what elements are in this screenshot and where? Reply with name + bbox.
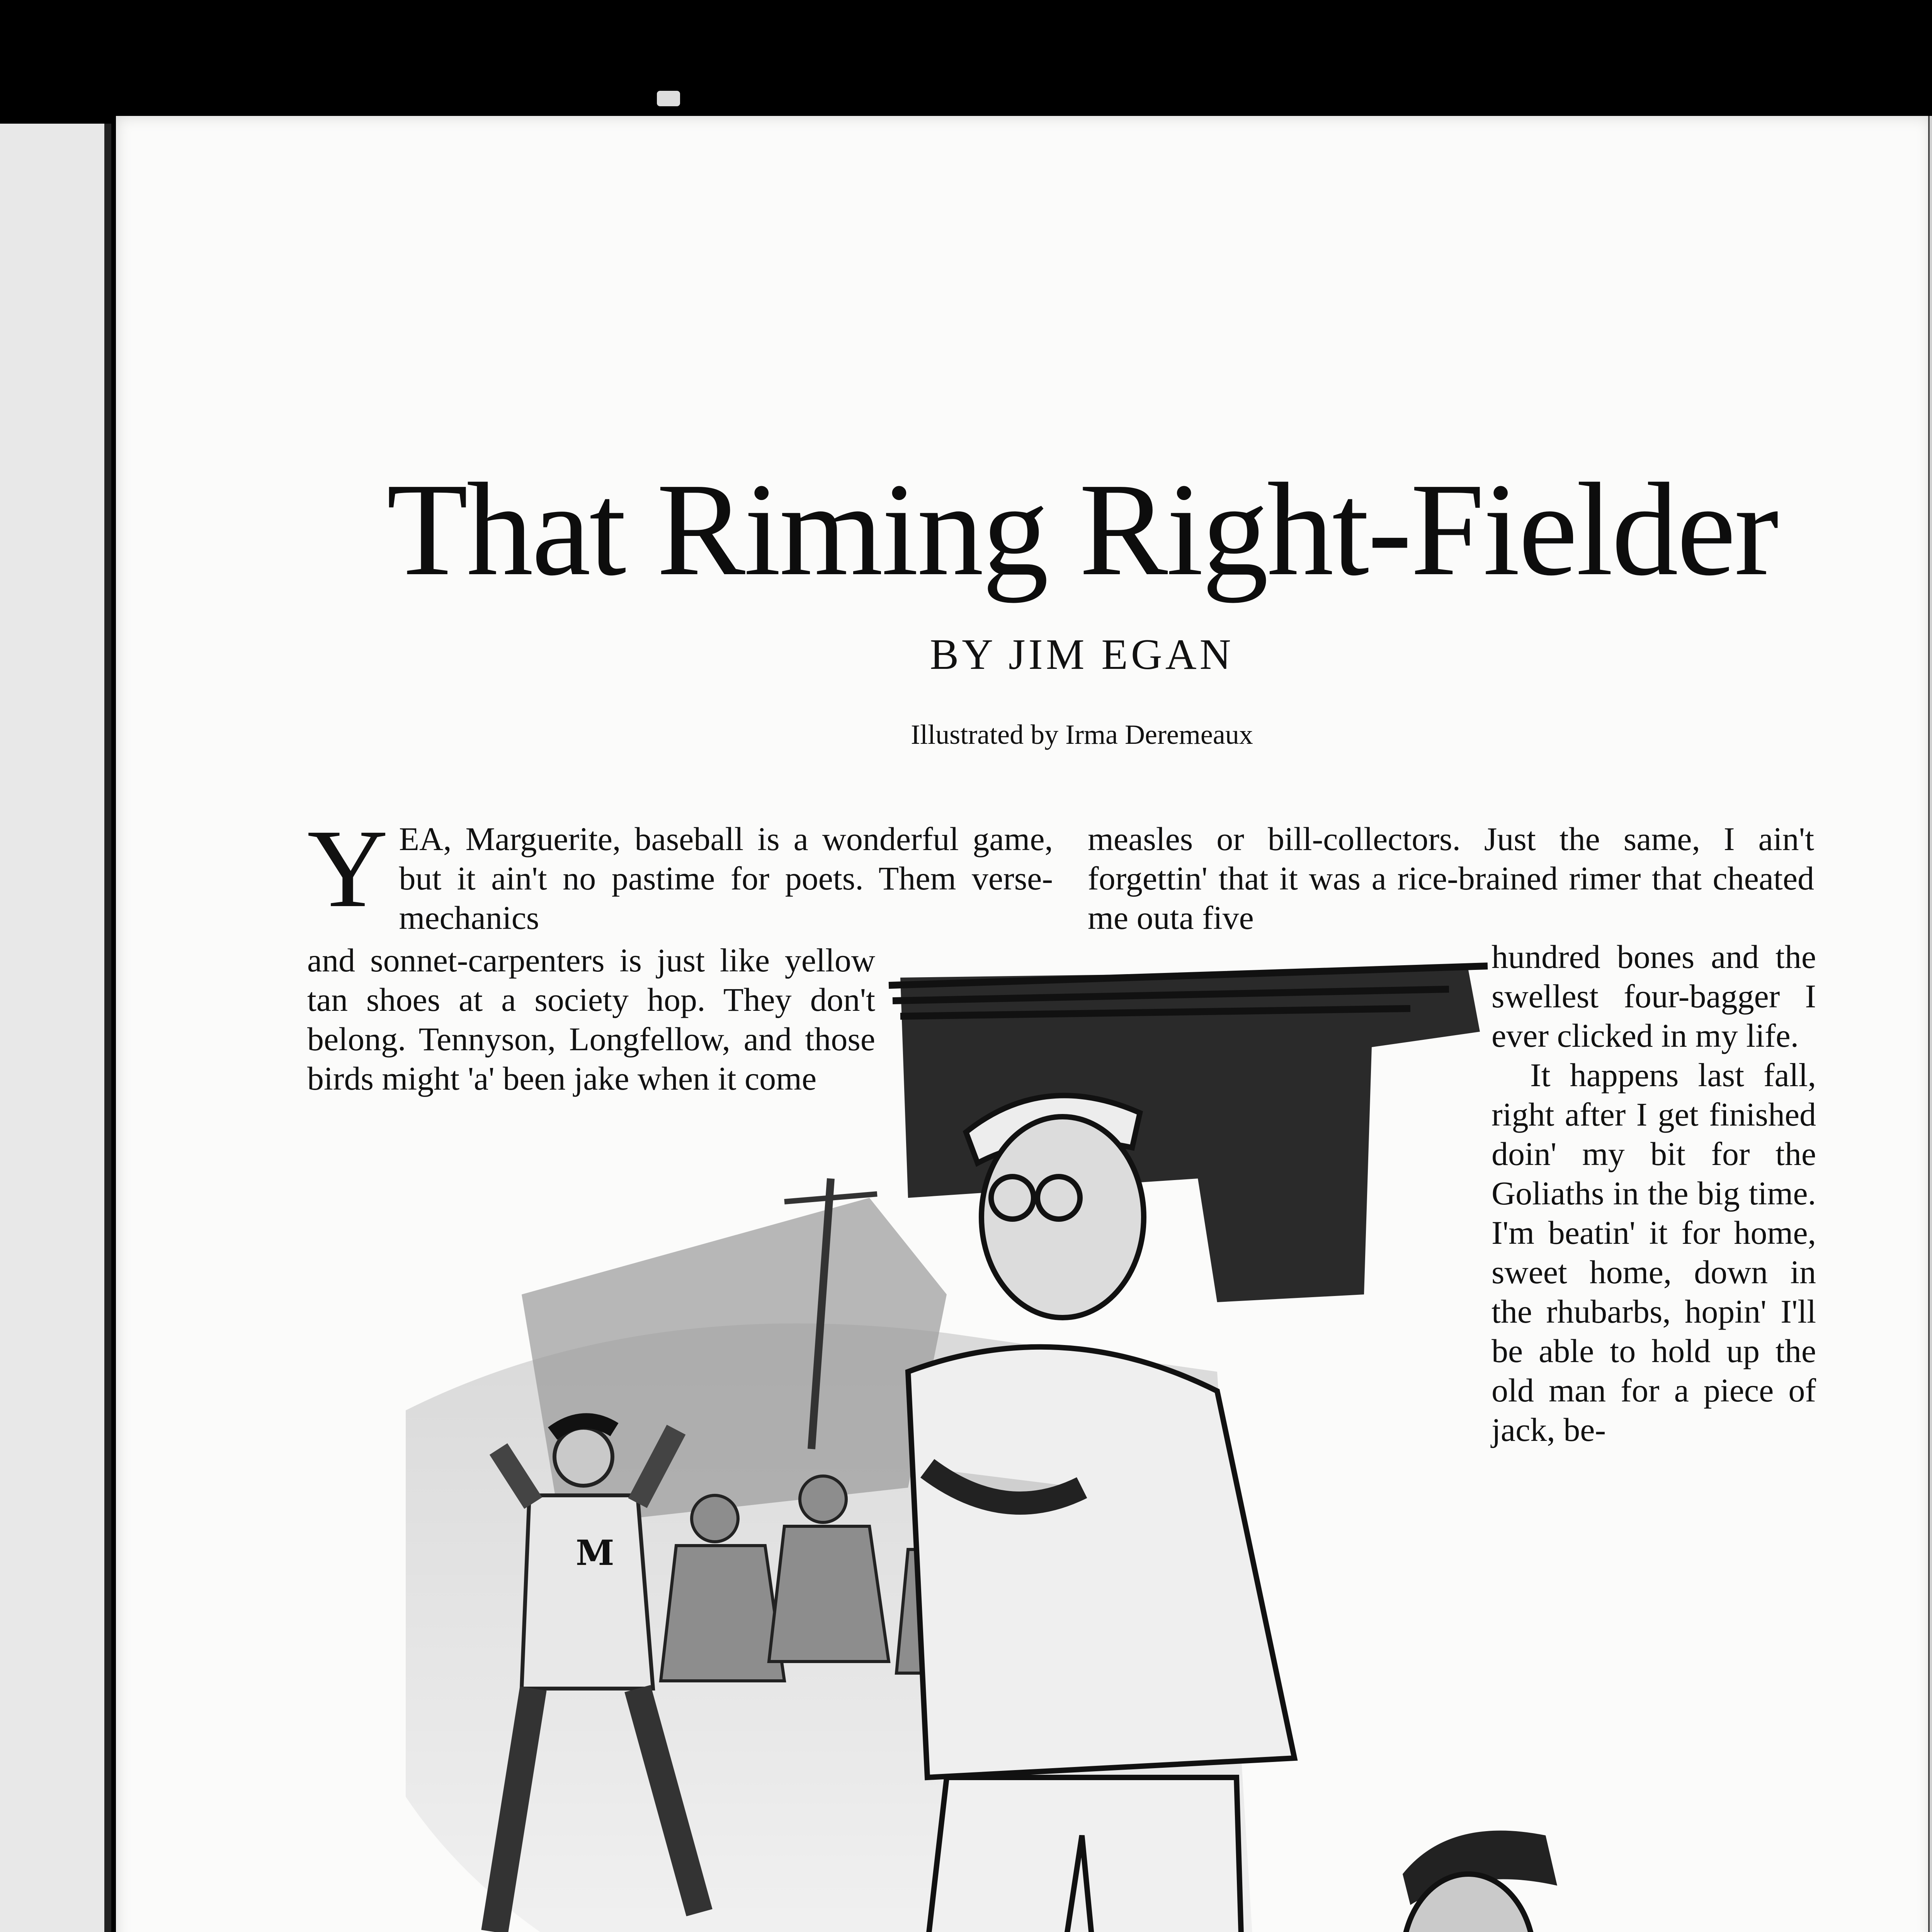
page-edge	[1928, 116, 1932, 1932]
drop-cap: Y	[307, 806, 388, 930]
baseball-illustration	[406, 947, 1816, 1932]
scan-mark	[657, 91, 680, 106]
column-1-middle: and sonnet-carpenters is just like yellow tan shoes at a society hop. They don't belong. Tennyson, Longfellow, and those birds might 'a' been jake when it come	[307, 942, 875, 1097]
paragraph: hundred bones and the swellest four-bagger I ever clicked in my life.	[1492, 938, 1816, 1054]
jersey-letter: M	[576, 1532, 614, 1573]
opening-text: EA, Marguerite, baseball is a wonderful game, but it ain't no pastime for poets. Them verse-mechanics	[399, 820, 1053, 936]
paragraph: It happens last fall, right after I get finished doin' my bit for the Goliaths in the big time. I'm beatin' it for home, sweet home, down in the rhubarbs, hopin' I'll be able to hold up the old man for a piece of jack, be-	[1492, 1056, 1816, 1448]
illustrator-credit: Illustrated by Irma Deremeaux	[911, 719, 1253, 750]
author-byline: BY JIM EGAN	[930, 631, 1234, 679]
story-title: That Riming Right-Fielder	[386, 456, 1777, 603]
column-1-opening	[307, 806, 1053, 937]
column-2-top: measles or bill-collectors. Just the same, I ain't forgettin' that it was a rice-brained rimer that cheated me outa five	[1088, 820, 1814, 936]
facing-page-edge	[0, 124, 111, 1932]
crouching-baseman	[1352, 1831, 1797, 1932]
